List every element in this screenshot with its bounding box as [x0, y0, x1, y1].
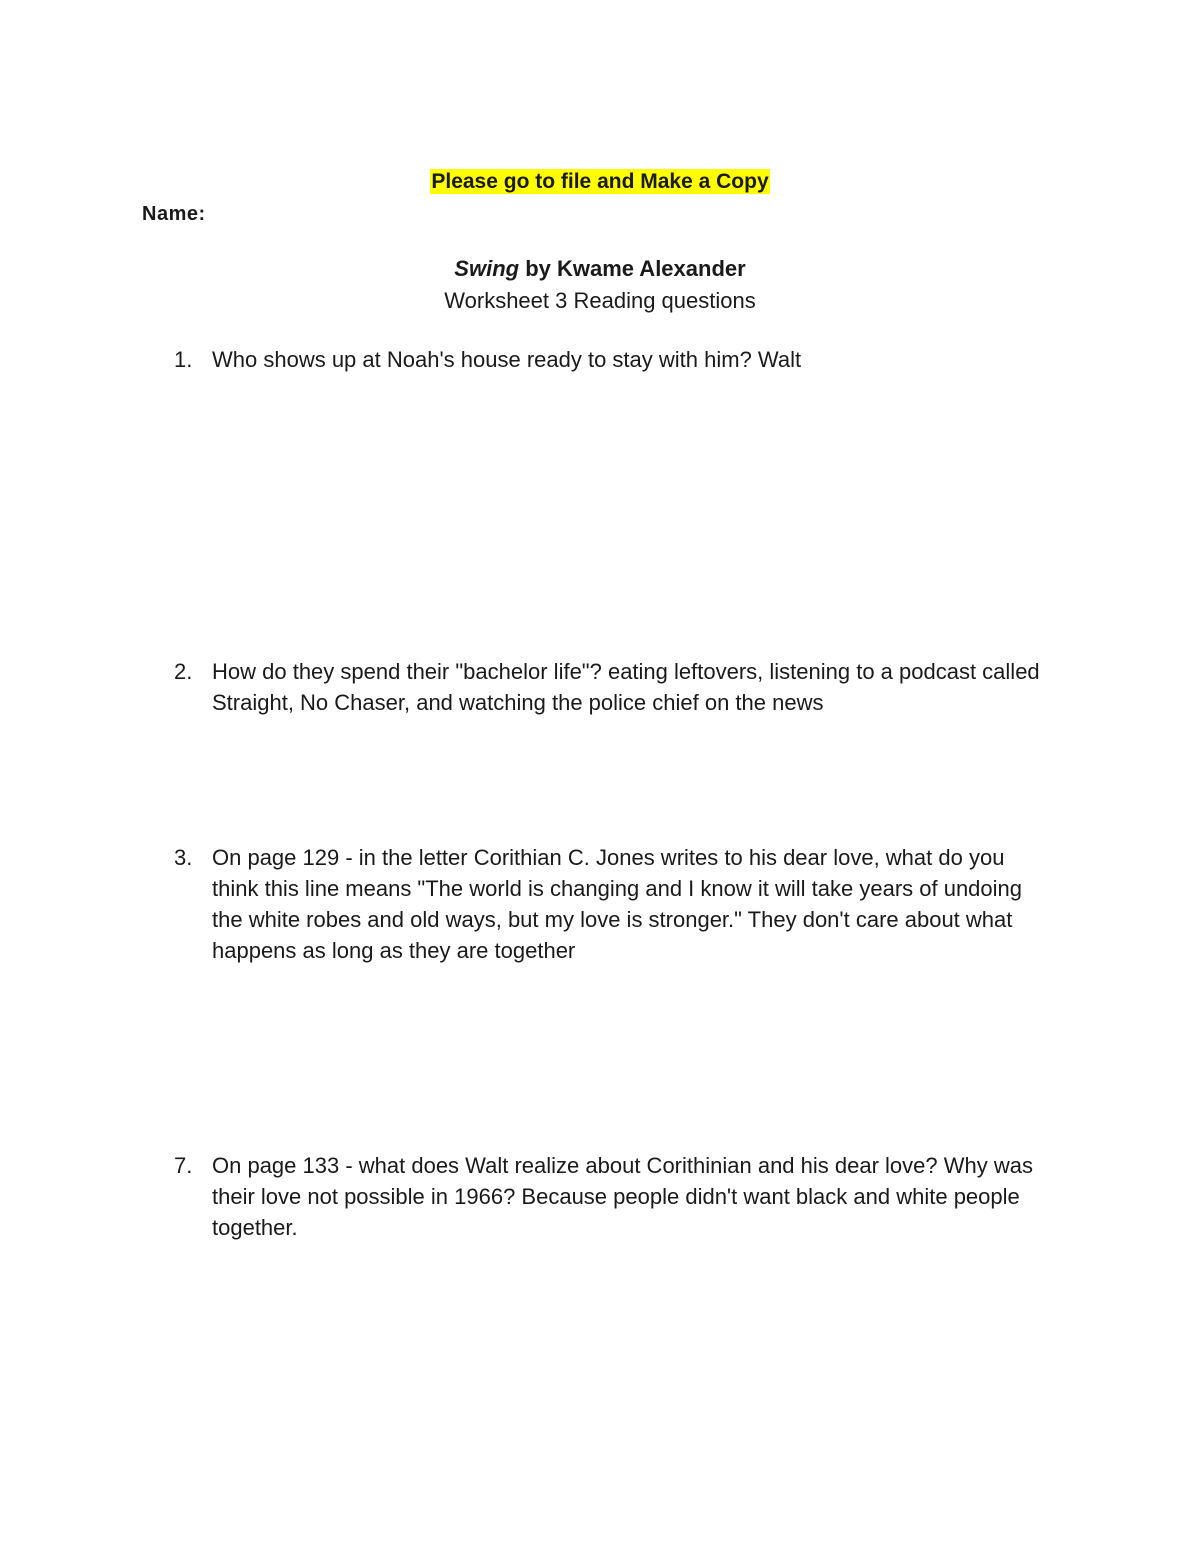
copy-instruction: [0, 166, 1200, 198]
book-title: Swing: [454, 256, 520, 281]
name-label: Name:: [142, 203, 206, 225]
question-text: Who shows up at Noah's house ready to stay with him? Walt: [212, 347, 802, 372]
question-number: 1.: [174, 347, 193, 372]
question-item: [174, 842, 1054, 966]
question-item: [174, 344, 1054, 375]
question-item: [174, 1150, 1054, 1243]
question-text: How do they spend their "bachelor life"? eating leftovers, listening to a podcast called Straight, No Chaser, and watching the police chief on the news: [212, 659, 1040, 715]
question-item: [174, 656, 1054, 718]
worksheet-title: [0, 253, 1200, 285]
question-text: On page 129 - in the letter Corithian C. Jones writes to his dear love, what do you think this line means "The world is changing and I know it will take years of undoing the white robes and old ways, but my love is stronger." They don't care about what happens as long as they are together: [212, 845, 1023, 963]
question-text: On page 133 - what does Walt realize about Corithinian and his dear love? Why was their love not possible in 1966? Because people didn't want black and white people together.: [212, 1153, 1033, 1240]
question-number: 3.: [174, 845, 193, 870]
author-byline: by Kwame Alexander: [519, 256, 746, 281]
question-number: 7.: [174, 1153, 193, 1178]
worksheet-subtitle: Worksheet 3 Reading questions: [444, 288, 756, 313]
highlighted-instruction-text: Please go to file and Make a Copy: [431, 170, 769, 193]
question-number: 2.: [174, 659, 193, 684]
